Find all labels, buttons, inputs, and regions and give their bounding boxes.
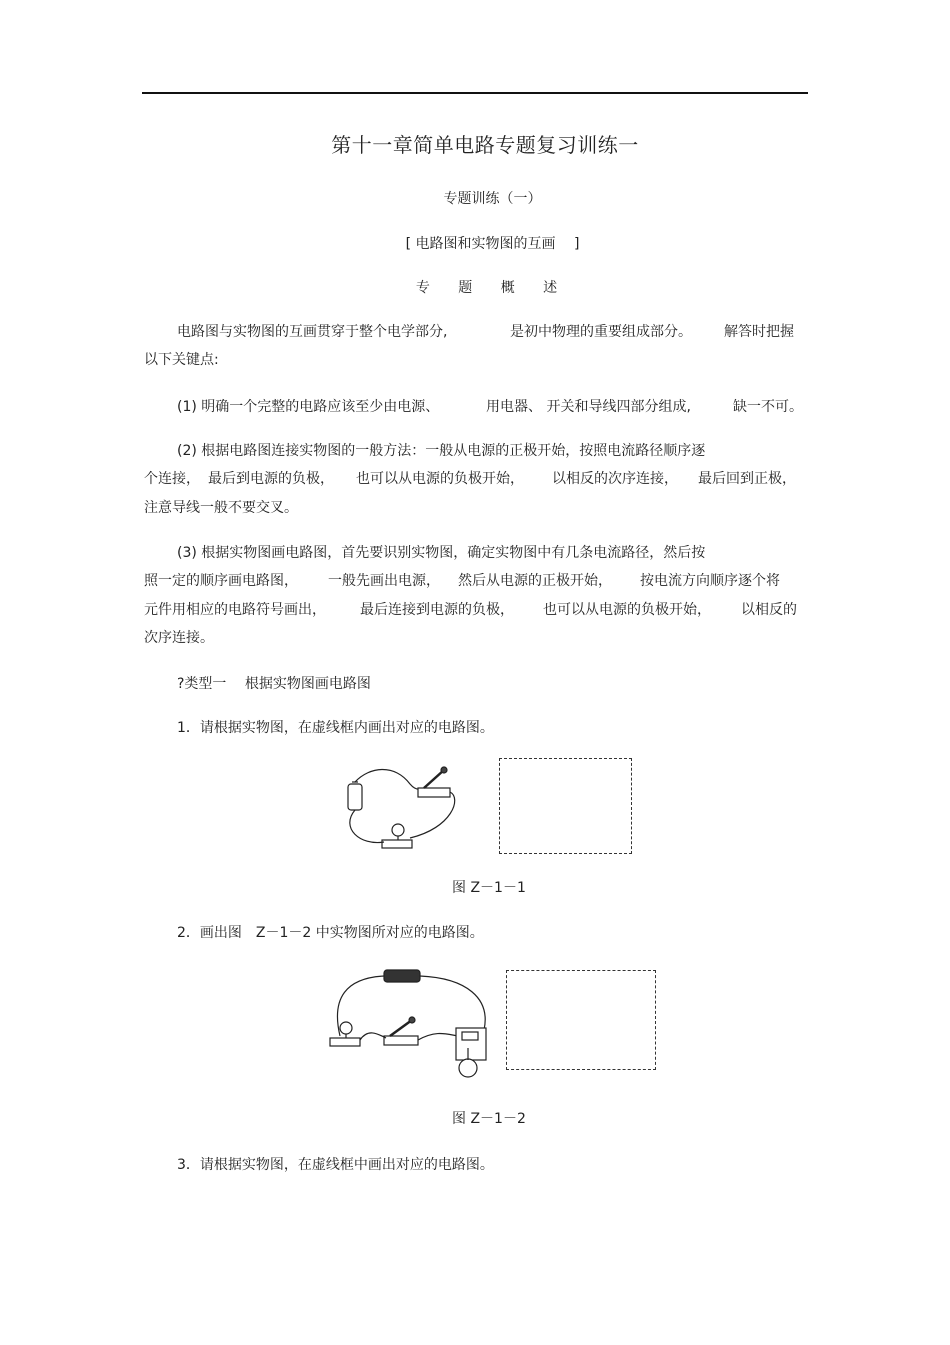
question-3: 3．请根据实物图，在虚线框中画出对应的电路图。 — [177, 1157, 494, 1173]
intro-text-a: 电路图与实物图的互画贯穿于整个电学部分, — [177, 324, 448, 340]
overview-heading: 专 题 概 述 — [415, 280, 570, 296]
type1-heading: ?类型一 根据实物图画电路图 — [177, 676, 371, 692]
page-title: 第十一章简单电路专题复习训练一 — [331, 133, 639, 157]
point1-text-c: 缺一不可。 — [733, 399, 803, 415]
figure-2-circuit-drawing — [326, 968, 501, 1078]
subtitle: 专题训练（一） — [443, 191, 542, 207]
figure-1-caption: 图 Z－1－1 — [452, 880, 526, 896]
figure-2-caption: 图 Z－1－2 — [452, 1111, 526, 1127]
top-rule — [142, 92, 808, 94]
point3-line2a: 照一定的顺序画电路图， — [144, 573, 298, 589]
topic-label: [ 电路图和实物图的互画 ] — [405, 236, 580, 252]
point2-line2e: 最后回到正极， — [698, 471, 796, 487]
point3-line3b: 最后连接到电源的负极， — [360, 602, 514, 618]
point3-line2b: 一般先画出电源， — [328, 573, 440, 589]
point3-line3a: 元件用相应的电路符号画出， — [144, 602, 326, 618]
point3-line2c: 然后从电源的正极开始， — [458, 573, 612, 589]
answer-box-2[interactable] — [506, 970, 656, 1070]
point3-line1: (3) 根据实物图画电路图，首先要识别实物图，确定实物图中有几条电流路径，然后按 — [177, 545, 706, 561]
point2-line2a: 个连接， — [144, 471, 200, 487]
point3-line4: 次序连接。 — [144, 630, 214, 646]
answer-box-1[interactable] — [499, 758, 632, 854]
question-2: 2．画出图 Z－1－2 中实物图所对应的电路图。 — [177, 925, 484, 941]
point2-line1: (2) 根据电路图连接实物图的一般方法：一般从电源的正极开始，按照电流路径顺序逐 — [177, 443, 706, 459]
point3-line2d: 按电流方向顺序逐个将 — [640, 573, 780, 589]
point1-text-b: 用电器、 开关和导线四部分组成, — [486, 399, 691, 415]
point3-line3d: 以相反的 — [741, 602, 797, 618]
question-1: 1．请根据实物图，在虚线框内画出对应的电路图。 — [177, 720, 494, 736]
point2-line2b: 最后到电源的负极， — [208, 471, 334, 487]
point2-line2d: 以相反的次序连接， — [552, 471, 678, 487]
point2-line3: 注意导线一般不要交叉。 — [144, 500, 298, 516]
intro-text-b: 是初中物理的重要组成部分。 — [510, 324, 692, 340]
intro-text-line2: 以下关键点: — [144, 352, 219, 368]
point2-line2c: 也可以从电源的负极开始， — [356, 471, 524, 487]
intro-text-c: 解答时把握 — [724, 324, 794, 340]
figure-1-circuit-drawing — [340, 758, 470, 858]
point1-text-a: (1) 明确一个完整的电路应该至少由电源、 — [177, 399, 440, 415]
point3-line3c: 也可以从电源的负极开始， — [543, 602, 711, 618]
